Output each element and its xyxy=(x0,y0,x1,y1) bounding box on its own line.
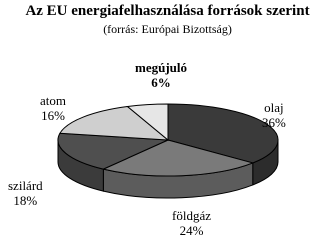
slice-label-olaj xyxy=(262,100,286,130)
slice-value-atom: 16% xyxy=(41,108,65,123)
slice-label-foldgaz xyxy=(172,208,211,238)
slice-value-olaj: 36% xyxy=(262,115,286,130)
slice-name-foldgaz: földgáz xyxy=(172,208,211,223)
slice-label-atom xyxy=(40,93,66,123)
chart-subtitle: (forrás: Európai Bizottság) xyxy=(103,22,232,36)
slice-name-megujulo: megújuló xyxy=(135,60,187,75)
chart-title: Az EU energiafelhasználása források szerint xyxy=(25,3,310,19)
slice-label-megujulo xyxy=(135,60,187,90)
slice-label-szilard xyxy=(8,178,43,208)
slice-value-foldgaz: 24% xyxy=(179,223,204,238)
pie-top-faces xyxy=(58,104,278,176)
slice-value-szilard: 18% xyxy=(13,193,38,208)
slice-name-atom: atom xyxy=(40,93,66,108)
slice-name-szilard: szilárd xyxy=(8,178,43,193)
slice-value-megujulo: 6% xyxy=(151,75,171,90)
slice-name-olaj: olaj xyxy=(264,100,284,115)
